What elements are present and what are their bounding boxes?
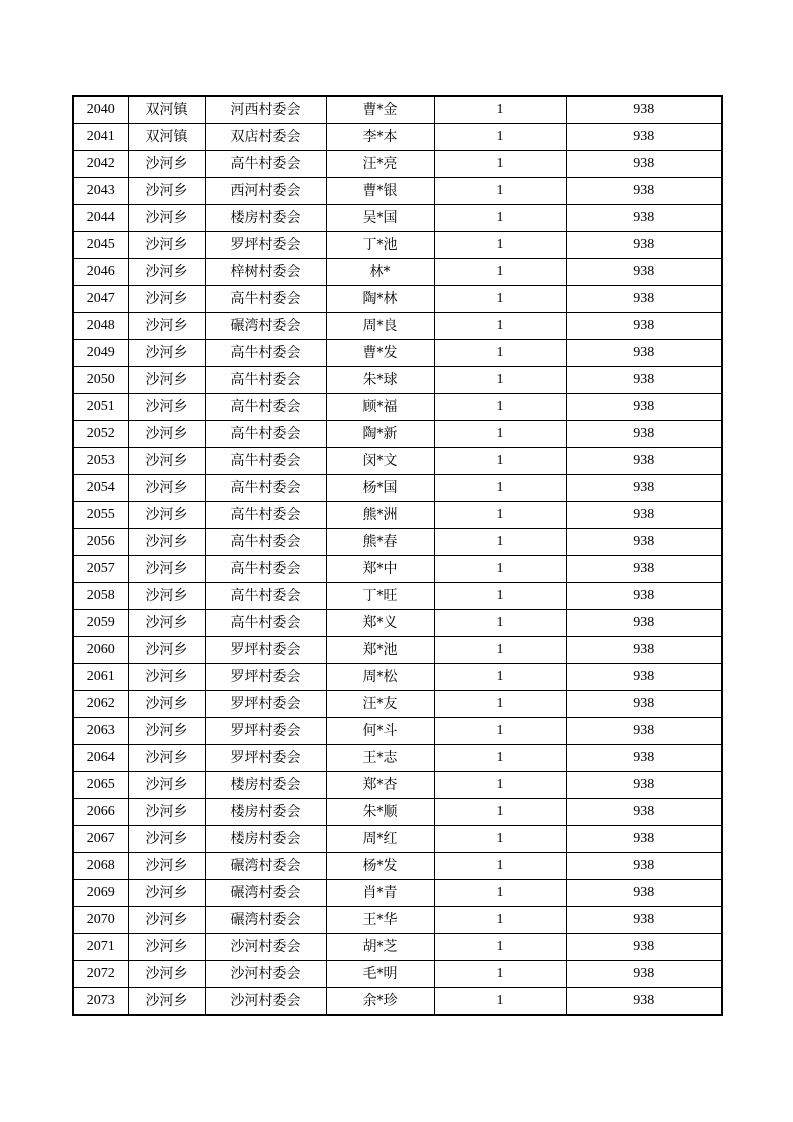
township-cell: 沙河乡 [128, 367, 205, 394]
village-committee-cell: 罗坪村委会 [205, 691, 326, 718]
table-row [73, 583, 722, 610]
village-committee-cell: 碾湾村委会 [205, 853, 326, 880]
person-name-cell: 汪*友 [326, 691, 434, 718]
count-cell: 1 [434, 664, 566, 691]
count-cell: 1 [434, 583, 566, 610]
village-committee-cell: 双店村委会 [205, 124, 326, 151]
township-cell: 沙河乡 [128, 745, 205, 772]
amount-cell: 938 [566, 907, 722, 934]
amount-cell: 938 [566, 691, 722, 718]
amount-cell: 938 [566, 178, 722, 205]
count-cell: 1 [434, 718, 566, 745]
amount-cell: 938 [566, 502, 722, 529]
village-committee-cell: 碾湾村委会 [205, 880, 326, 907]
township-cell: 沙河乡 [128, 529, 205, 556]
table-row [73, 96, 722, 124]
person-name-cell: 周*良 [326, 313, 434, 340]
table-row [73, 124, 722, 151]
serial-number-cell: 2052 [73, 421, 128, 448]
count-cell: 1 [434, 637, 566, 664]
table-row [73, 529, 722, 556]
table-row [73, 799, 722, 826]
serial-number-cell: 2047 [73, 286, 128, 313]
village-committee-cell: 高牛村委会 [205, 448, 326, 475]
township-cell: 沙河乡 [128, 205, 205, 232]
count-cell: 1 [434, 556, 566, 583]
amount-cell: 938 [566, 826, 722, 853]
village-committee-cell: 高牛村委会 [205, 421, 326, 448]
table-row [73, 178, 722, 205]
village-committee-cell: 楼房村委会 [205, 772, 326, 799]
count-cell: 1 [434, 313, 566, 340]
village-committee-cell: 沙河村委会 [205, 988, 326, 1016]
amount-cell: 938 [566, 151, 722, 178]
person-name-cell: 吴*国 [326, 205, 434, 232]
serial-number-cell: 2042 [73, 151, 128, 178]
village-committee-cell: 罗坪村委会 [205, 745, 326, 772]
table-row [73, 151, 722, 178]
serial-number-cell: 2045 [73, 232, 128, 259]
count-cell: 1 [434, 853, 566, 880]
village-committee-cell: 西河村委会 [205, 178, 326, 205]
village-committee-cell: 罗坪村委会 [205, 718, 326, 745]
table-row [73, 259, 722, 286]
serial-number-cell: 2053 [73, 448, 128, 475]
count-cell: 1 [434, 826, 566, 853]
count-cell: 1 [434, 772, 566, 799]
count-cell: 1 [434, 367, 566, 394]
table-row [73, 610, 722, 637]
serial-number-cell: 2044 [73, 205, 128, 232]
count-cell: 1 [434, 448, 566, 475]
serial-number-cell: 2051 [73, 394, 128, 421]
person-name-cell: 陶*林 [326, 286, 434, 313]
amount-cell: 938 [566, 880, 722, 907]
person-name-cell: 郑*义 [326, 610, 434, 637]
amount-cell: 938 [566, 313, 722, 340]
person-name-cell: 胡*芝 [326, 934, 434, 961]
person-name-cell: 杨*国 [326, 475, 434, 502]
township-cell: 沙河乡 [128, 421, 205, 448]
township-cell: 沙河乡 [128, 934, 205, 961]
serial-number-cell: 2059 [73, 610, 128, 637]
village-committee-cell: 碾湾村委会 [205, 907, 326, 934]
village-committee-cell: 高牛村委会 [205, 340, 326, 367]
count-cell: 1 [434, 96, 566, 124]
count-cell: 1 [434, 907, 566, 934]
count-cell: 1 [434, 988, 566, 1016]
village-committee-cell: 沙河村委会 [205, 961, 326, 988]
amount-cell: 938 [566, 259, 722, 286]
amount-cell: 938 [566, 367, 722, 394]
amount-cell: 938 [566, 286, 722, 313]
village-committee-cell: 高牛村委会 [205, 529, 326, 556]
person-name-cell: 熊*春 [326, 529, 434, 556]
count-cell: 1 [434, 286, 566, 313]
count-cell: 1 [434, 394, 566, 421]
person-name-cell: 郑*杏 [326, 772, 434, 799]
township-cell: 沙河乡 [128, 313, 205, 340]
serial-number-cell: 2046 [73, 259, 128, 286]
township-cell: 沙河乡 [128, 988, 205, 1016]
township-cell: 沙河乡 [128, 718, 205, 745]
amount-cell: 938 [566, 421, 722, 448]
village-committee-cell: 高牛村委会 [205, 610, 326, 637]
serial-number-cell: 2061 [73, 664, 128, 691]
township-cell: 沙河乡 [128, 583, 205, 610]
table-row [73, 745, 722, 772]
count-cell: 1 [434, 205, 566, 232]
person-name-cell: 毛*明 [326, 961, 434, 988]
amount-cell: 938 [566, 124, 722, 151]
serial-number-cell: 2040 [73, 96, 128, 124]
roster-table-body [73, 96, 722, 1015]
count-cell: 1 [434, 502, 566, 529]
amount-cell: 938 [566, 556, 722, 583]
township-cell: 沙河乡 [128, 637, 205, 664]
village-committee-cell: 碾湾村委会 [205, 313, 326, 340]
township-cell: 沙河乡 [128, 610, 205, 637]
table-row [73, 448, 722, 475]
village-committee-cell: 楼房村委会 [205, 826, 326, 853]
person-name-cell: 陶*新 [326, 421, 434, 448]
serial-number-cell: 2054 [73, 475, 128, 502]
serial-number-cell: 2041 [73, 124, 128, 151]
table-row [73, 880, 722, 907]
village-committee-cell: 河西村委会 [205, 96, 326, 124]
table-row [73, 934, 722, 961]
person-name-cell: 曹*发 [326, 340, 434, 367]
count-cell: 1 [434, 691, 566, 718]
serial-number-cell: 2071 [73, 934, 128, 961]
table-row [73, 367, 722, 394]
person-name-cell: 林* [326, 259, 434, 286]
amount-cell: 938 [566, 988, 722, 1016]
village-committee-cell: 高牛村委会 [205, 475, 326, 502]
person-name-cell: 闵*文 [326, 448, 434, 475]
person-name-cell: 朱*球 [326, 367, 434, 394]
township-cell: 沙河乡 [128, 556, 205, 583]
person-name-cell: 郑*中 [326, 556, 434, 583]
count-cell: 1 [434, 880, 566, 907]
village-committee-cell: 高牛村委会 [205, 151, 326, 178]
serial-number-cell: 2066 [73, 799, 128, 826]
person-name-cell: 丁*旺 [326, 583, 434, 610]
township-cell: 沙河乡 [128, 178, 205, 205]
amount-cell: 938 [566, 448, 722, 475]
amount-cell: 938 [566, 799, 722, 826]
serial-number-cell: 2060 [73, 637, 128, 664]
serial-number-cell: 2057 [73, 556, 128, 583]
serial-number-cell: 2070 [73, 907, 128, 934]
person-name-cell: 郑*池 [326, 637, 434, 664]
township-cell: 沙河乡 [128, 475, 205, 502]
township-cell: 沙河乡 [128, 259, 205, 286]
amount-cell: 938 [566, 205, 722, 232]
serial-number-cell: 2049 [73, 340, 128, 367]
village-committee-cell: 高牛村委会 [205, 367, 326, 394]
serial-number-cell: 2067 [73, 826, 128, 853]
count-cell: 1 [434, 610, 566, 637]
serial-number-cell: 2058 [73, 583, 128, 610]
amount-cell: 938 [566, 394, 722, 421]
township-cell: 沙河乡 [128, 232, 205, 259]
person-name-cell: 肖*青 [326, 880, 434, 907]
count-cell: 1 [434, 745, 566, 772]
amount-cell: 938 [566, 232, 722, 259]
table-row [73, 502, 722, 529]
amount-cell: 938 [566, 934, 722, 961]
village-committee-cell: 高牛村委会 [205, 583, 326, 610]
township-cell: 沙河乡 [128, 799, 205, 826]
count-cell: 1 [434, 934, 566, 961]
township-cell: 沙河乡 [128, 448, 205, 475]
person-name-cell: 丁*池 [326, 232, 434, 259]
table-row [73, 718, 722, 745]
village-committee-cell: 罗坪村委会 [205, 232, 326, 259]
table-row [73, 772, 722, 799]
amount-cell: 938 [566, 664, 722, 691]
serial-number-cell: 2063 [73, 718, 128, 745]
township-cell: 沙河乡 [128, 772, 205, 799]
table-row [73, 907, 722, 934]
amount-cell: 938 [566, 96, 722, 124]
village-committee-cell: 罗坪村委会 [205, 664, 326, 691]
person-name-cell: 曹*银 [326, 178, 434, 205]
serial-number-cell: 2072 [73, 961, 128, 988]
serial-number-cell: 2068 [73, 853, 128, 880]
table-row [73, 691, 722, 718]
table-row [73, 475, 722, 502]
table-row [73, 232, 722, 259]
township-cell: 沙河乡 [128, 826, 205, 853]
amount-cell: 938 [566, 853, 722, 880]
village-committee-cell: 罗坪村委会 [205, 637, 326, 664]
serial-number-cell: 2043 [73, 178, 128, 205]
count-cell: 1 [434, 961, 566, 988]
person-name-cell: 周*松 [326, 664, 434, 691]
table-row [73, 556, 722, 583]
township-cell: 沙河乡 [128, 340, 205, 367]
village-committee-cell: 楼房村委会 [205, 799, 326, 826]
table-row [73, 340, 722, 367]
person-name-cell: 顾*福 [326, 394, 434, 421]
person-name-cell: 周*红 [326, 826, 434, 853]
township-cell: 沙河乡 [128, 394, 205, 421]
amount-cell: 938 [566, 583, 722, 610]
amount-cell: 938 [566, 340, 722, 367]
serial-number-cell: 2050 [73, 367, 128, 394]
count-cell: 1 [434, 259, 566, 286]
amount-cell: 938 [566, 772, 722, 799]
serial-number-cell: 2064 [73, 745, 128, 772]
person-name-cell: 杨*发 [326, 853, 434, 880]
table-row [73, 664, 722, 691]
serial-number-cell: 2055 [73, 502, 128, 529]
amount-cell: 938 [566, 961, 722, 988]
township-cell: 沙河乡 [128, 151, 205, 178]
count-cell: 1 [434, 124, 566, 151]
count-cell: 1 [434, 232, 566, 259]
serial-number-cell: 2069 [73, 880, 128, 907]
amount-cell: 938 [566, 745, 722, 772]
village-committee-cell: 高牛村委会 [205, 502, 326, 529]
count-cell: 1 [434, 178, 566, 205]
table-row [73, 637, 722, 664]
person-name-cell: 李*本 [326, 124, 434, 151]
village-committee-cell: 楼房村委会 [205, 205, 326, 232]
table-row [73, 394, 722, 421]
person-name-cell: 汪*亮 [326, 151, 434, 178]
township-cell: 双河镇 [128, 124, 205, 151]
serial-number-cell: 2056 [73, 529, 128, 556]
table-row [73, 826, 722, 853]
table-row [73, 313, 722, 340]
township-cell: 沙河乡 [128, 961, 205, 988]
roster-table [72, 95, 723, 1016]
township-cell: 沙河乡 [128, 664, 205, 691]
serial-number-cell: 2073 [73, 988, 128, 1016]
person-name-cell: 余*珍 [326, 988, 434, 1016]
table-row [73, 421, 722, 448]
serial-number-cell: 2065 [73, 772, 128, 799]
person-name-cell: 何*斗 [326, 718, 434, 745]
person-name-cell: 曹*金 [326, 96, 434, 124]
count-cell: 1 [434, 421, 566, 448]
count-cell: 1 [434, 529, 566, 556]
amount-cell: 938 [566, 718, 722, 745]
village-committee-cell: 高牛村委会 [205, 286, 326, 313]
person-name-cell: 王*志 [326, 745, 434, 772]
count-cell: 1 [434, 151, 566, 178]
township-cell: 沙河乡 [128, 691, 205, 718]
village-committee-cell: 沙河村委会 [205, 934, 326, 961]
township-cell: 双河镇 [128, 96, 205, 124]
amount-cell: 938 [566, 475, 722, 502]
township-cell: 沙河乡 [128, 286, 205, 313]
serial-number-cell: 2048 [73, 313, 128, 340]
person-name-cell: 朱*顺 [326, 799, 434, 826]
table-row [73, 988, 722, 1016]
village-committee-cell: 梓树村委会 [205, 259, 326, 286]
serial-number-cell: 2062 [73, 691, 128, 718]
amount-cell: 938 [566, 529, 722, 556]
table-row [73, 853, 722, 880]
township-cell: 沙河乡 [128, 880, 205, 907]
person-name-cell: 熊*洲 [326, 502, 434, 529]
count-cell: 1 [434, 799, 566, 826]
table-row [73, 286, 722, 313]
table-row [73, 961, 722, 988]
village-committee-cell: 高牛村委会 [205, 556, 326, 583]
township-cell: 沙河乡 [128, 907, 205, 934]
township-cell: 沙河乡 [128, 853, 205, 880]
count-cell: 1 [434, 340, 566, 367]
person-name-cell: 王*华 [326, 907, 434, 934]
amount-cell: 938 [566, 610, 722, 637]
count-cell: 1 [434, 475, 566, 502]
village-committee-cell: 高牛村委会 [205, 394, 326, 421]
amount-cell: 938 [566, 637, 722, 664]
table-row [73, 205, 722, 232]
township-cell: 沙河乡 [128, 502, 205, 529]
